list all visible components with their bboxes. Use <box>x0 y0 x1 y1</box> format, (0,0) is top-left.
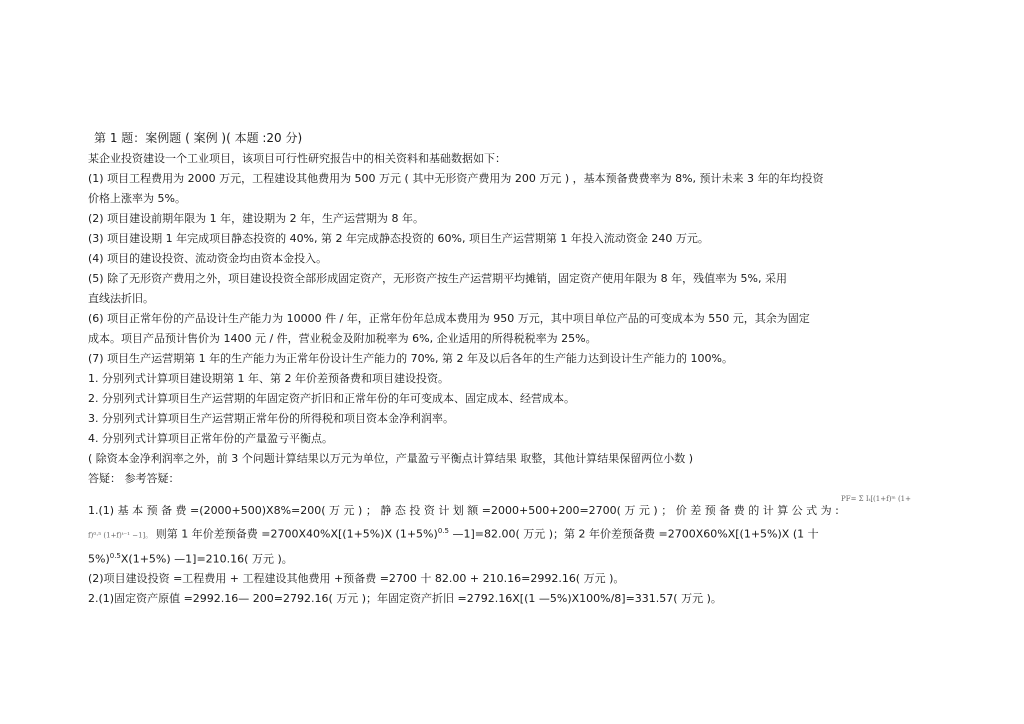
answer-line <box>88 521 940 546</box>
answer-text: 则第 1 年价差预备费 =2700X40%X[(1+5%)X (1+5%) <box>152 527 438 541</box>
condition-line: 价格上涨率为 5%。 <box>88 192 186 205</box>
condition-line: (7) 项目生产运营期第 1 年的生产能力为正常年份设计生产能力的 70%, 第 2 年及以后各年的生产能力达到设计生产能力的 100%。 <box>88 352 733 365</box>
formula-image: PF= Σ Iₜ[(1+f)ᵐ (1+ <box>841 495 911 503</box>
condition-line: (1) 项目工程费用为 2000 万元，工程建设其他费用为 500 万元 ( 其中无形资产费用为 200 万元 ) ，基本预备费费率为 8%, 预计未来 3 年的年均投资 <box>88 172 824 185</box>
answer-text: X(1+5%) —1]=210.16( 万元 )。 <box>120 552 293 566</box>
exponent: 0.5 <box>437 527 449 535</box>
answer-line <box>88 501 940 521</box>
answer-line: (2)项目建设投资 =工程费用 + 工程建设其他费用 +预备费 =2700 十 82.00 + 210.16=2992.16( 万元 )。 <box>88 572 625 586</box>
condition-line: 直线法折旧。 <box>88 292 154 305</box>
conditions-list <box>88 169 940 369</box>
formula-image: f)⁰·⁵ (1+f)ᵗ⁻¹ −1]。 <box>88 531 153 540</box>
condition-line: (6) 项目正常年份的产品设计生产能力为 10000 件 / 年，正常年份年总成本费用为 950 万元，其中项目单位产品的可变成本为 550 元，其余为固定 <box>88 312 810 325</box>
condition-line: (2) 项目建设前期年限为 1 年，建设期为 2 年，生产运营期为 8 年。 <box>88 212 425 225</box>
question-title: 第 1 题：案例题 ( 案例 )( 本题 :20 分) <box>94 131 303 145</box>
answer-line <box>88 546 940 570</box>
question-note: ( 除资本金净利润率之外，前 3 个问题计算结果以万元为单位，产量盈亏平衡点计算结果 取整，其他计算结果保留两位小数 ) <box>88 452 694 465</box>
answer-line: 2.(1)固定资产原值 =2992.16— 200=2792.16( 万元 )；年固定资产折旧 =2792.16X[(1 —5%)X100%/8]=331.57( 万元 )。 <box>88 592 722 606</box>
answer-text: —1]=82.00( 万元 )；第 2 年价差预备费 =2700X60%X[(1+5%)X (1 十 <box>448 527 819 541</box>
condition-line: (5) 除了无形资产费用之外，项目建设投资全部形成固定资产，无形资产按生产运营期平均摊销，固定资产使用年限为 8 年，残值率为 5%, 采用 <box>88 272 788 285</box>
document-page <box>88 128 940 609</box>
question-item: 1. 分别列式计算项目建设期第 1 年、第 2 年价差预备费和项目建设投资。 <box>88 372 449 385</box>
condition-line: 成本。项目产品预计售价为 1400 元 / 件，营业税金及附加税率为 6%, 企业适用的所得税税率为 25%。 <box>88 332 597 345</box>
intro-text: 某企业投资建设一个工业项目，该项目可行性研究报告中的相关资料和基础数据如下： <box>88 152 506 165</box>
answer-text: 5%) <box>88 552 110 566</box>
answer-label: 答疑： 参考答疑： <box>88 472 180 485</box>
answer-text: 1.(1) 基 本 预 备 费 =(2000+500)X8%=200( 万 元 ) ； 静 态 投 资 计 划 额 =2000+500+200=2700( 万 元 ) ； 价 差 预 备 费 的 计 算 公 式 为 : <box>88 504 839 517</box>
exponent: 0.5 <box>109 551 121 560</box>
questions-list <box>88 369 940 469</box>
question-item: 2. 分别列式计算项目生产运营期的年固定资产折旧和正常年份的年可变成本、固定成本、经营成本。 <box>88 392 575 405</box>
condition-line: (3) 项目建设期 1 年完成项目静态投资的 40%, 第 2 年完成静态投资的 60%, 项目生产运营期第 1 年投入流动资金 240 万元。 <box>88 232 709 245</box>
question-item: 3. 分别列式计算项目生产运营期正常年份的所得税和项目资本金净利润率。 <box>88 412 454 425</box>
question-item: 4. 分别列式计算项目正常年份的产量盈亏平衡点。 <box>88 432 333 445</box>
condition-line: (4) 项目的建设投资、流动资金均由资本金投入。 <box>88 252 328 265</box>
answer-section <box>88 501 940 609</box>
